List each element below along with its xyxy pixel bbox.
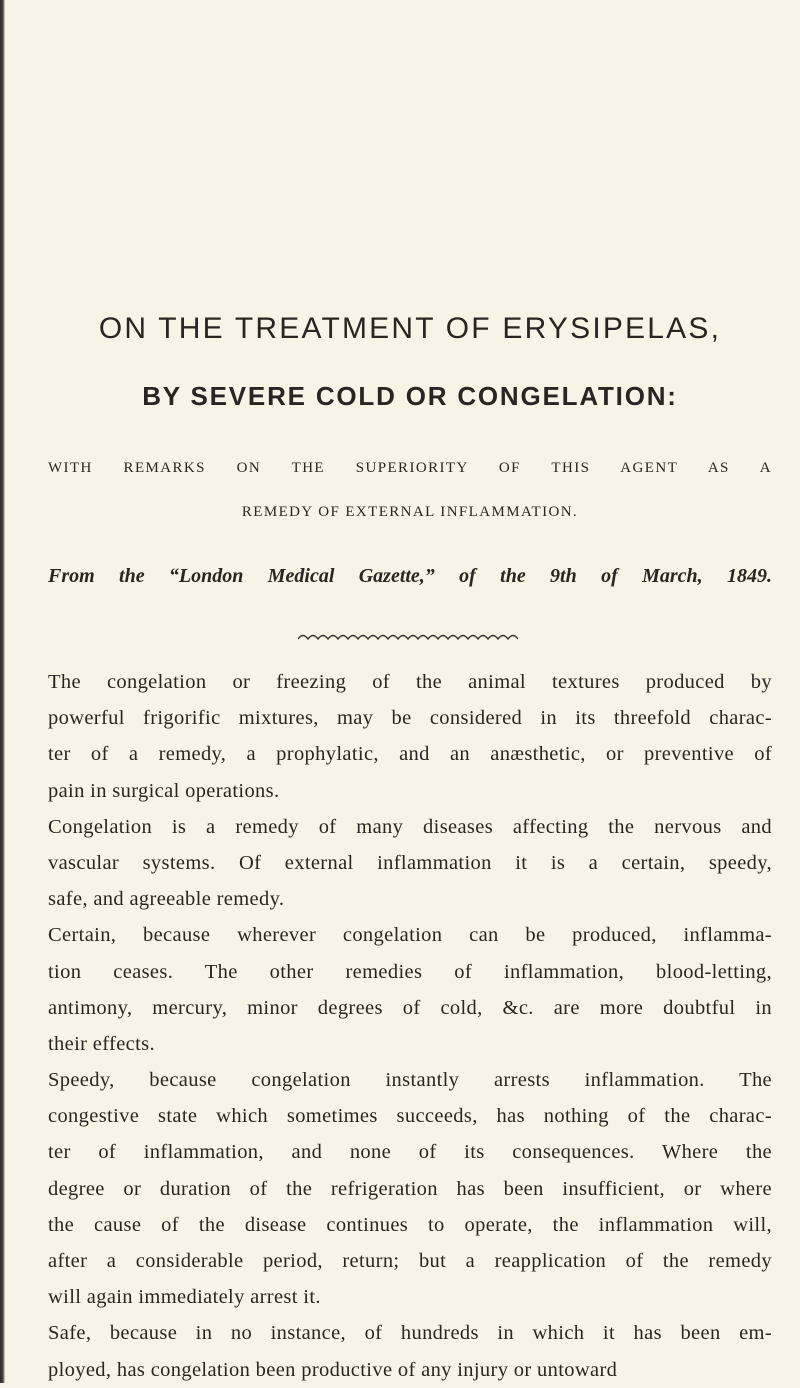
article-subtitle: BY SEVERE COLD OR CONGELATION:: [142, 381, 678, 411]
body-line: vascular systems. Of external inflammation it is a certain, speedy,: [48, 851, 772, 874]
body-line: antimony, mercury, minor degrees of cold, &c. are more doubtful in: [48, 996, 772, 1019]
body-line: will again immediately arrest it.: [48, 1286, 321, 1309]
body-line: powerful frigorific mixtures, may be considered in its threefold charac-: [48, 707, 772, 730]
body-line: after a considerable period, return; but a reapplication of the remedy: [48, 1250, 772, 1272]
page-binding-edge: [0, 0, 5, 1383]
body-line: Safe, because in no instance, of hundreds in which it has been em-: [48, 1322, 772, 1345]
body-line: congestive state which sometimes succeeds, has nothing of the charac-: [48, 1105, 772, 1128]
wavy-rule-ornament: [298, 630, 518, 644]
body-line: pain in surgical operations.: [48, 779, 280, 802]
article-title: ON THE TREATMENT OF ERYSIPELAS,: [98, 312, 722, 345]
body-line: safe, and agreeable remedy.: [48, 888, 285, 911]
body-line: Congelation is a remedy of many diseases affecting the nervous and: [48, 815, 772, 838]
body-line: tion ceases. The other remedies of inflammation, blood-letting,: [48, 960, 772, 983]
remarks-line-1: WITH REMARKS ON THE SUPERIORITY OF THIS AGENT AS A: [48, 460, 772, 476]
body-line: Speedy, because congelation instantly arrests inflammation. The: [48, 1069, 772, 1092]
document-page: [48, 0, 772, 1383]
body-line: Certain, because wherever congelation can be produced, inflamma-: [48, 924, 772, 947]
remarks-line-2: REMEDY OF EXTERNAL INFLAMMATION.: [241, 504, 579, 520]
body-line: ployed, has congelation been productive of any injury or untoward: [48, 1358, 618, 1381]
body-text: [48, 664, 772, 1388]
source-citation: From the “London Medical Gazette,” of the 9th of March, 1849.: [48, 565, 772, 587]
body-line: degree or duration of the refrigeration has been insufficient, or where: [48, 1177, 772, 1200]
body-line: their effects.: [48, 1032, 155, 1055]
body-line: The congelation or freezing of the animal textures produced by: [48, 671, 772, 693]
body-line: the cause of the disease continues to operate, the inflammation will,: [48, 1213, 772, 1236]
body-line: ter of inflammation, and none of its consequences. Where the: [48, 1141, 772, 1164]
body-line: ter of a remedy, a prophylatic, and an anæsthetic, or preventive of: [48, 743, 772, 766]
